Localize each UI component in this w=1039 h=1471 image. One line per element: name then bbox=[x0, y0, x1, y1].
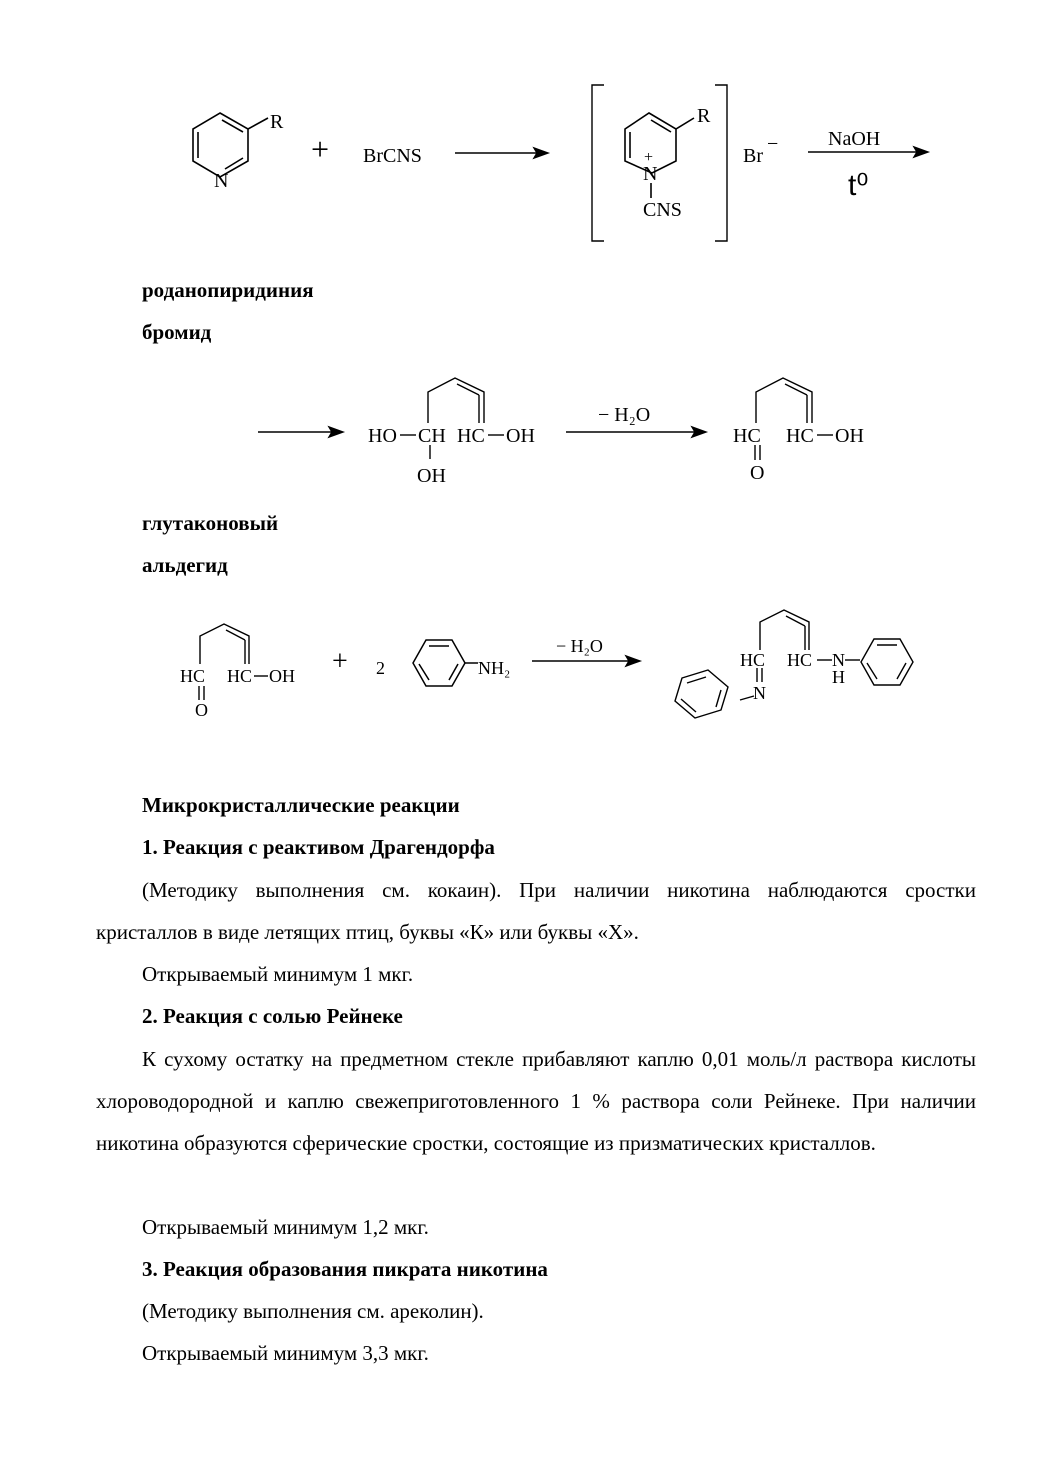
cation-charge: + bbox=[644, 149, 654, 166]
reaction-1-paragraph: (Методику выполнения см. кокаин). При наличии никотина наблюдаются сростки кристаллов в виде летящих птиц, буквы «К» или буквы «Х». bbox=[96, 878, 976, 944]
reaction-1-title: 1. Реакция с реактивом Драгендорфа bbox=[142, 835, 495, 859]
carbon-chain bbox=[199, 624, 249, 700]
aldehyde-oh: OH bbox=[269, 666, 295, 686]
cation-substituent-r: R bbox=[697, 105, 711, 127]
reaction-3-title: 3. Реакция образования пикрата никотина bbox=[142, 1257, 548, 1281]
plus-sign: + bbox=[332, 646, 348, 677]
reaction-arrow bbox=[566, 427, 706, 437]
product-n-amine: N bbox=[832, 650, 845, 670]
carbon-chain bbox=[755, 378, 812, 460]
reaction-3-paragraph: (Методику выполнения см. ареколин). bbox=[142, 1299, 484, 1323]
compound-label-2-line-2: альдегид bbox=[142, 553, 228, 577]
left-hc: HC bbox=[457, 425, 485, 447]
aniline-nh2: NH₂ bbox=[478, 658, 511, 678]
left-ho: HO bbox=[368, 425, 397, 447]
right-hc-1: HC bbox=[733, 425, 761, 447]
reaction-3-minimum: Открываемый минимум 3,3 мкг. bbox=[142, 1341, 429, 1365]
ring-nitrogen: N bbox=[214, 170, 229, 192]
compound-label-1-line-2: бромид bbox=[142, 320, 212, 344]
aldehyde-hc-2: HC bbox=[227, 666, 253, 686]
reaction-arrow bbox=[532, 656, 640, 666]
plus-sign: + bbox=[311, 131, 330, 167]
section-title: Микрокристаллические реакции bbox=[142, 793, 460, 817]
product-n-imine: N bbox=[753, 683, 766, 703]
cation-nitrogen: N bbox=[643, 163, 658, 185]
aniline-coefficient: 2 bbox=[376, 658, 385, 678]
product-hc-2: HC bbox=[787, 650, 813, 670]
right-o: O bbox=[750, 462, 765, 484]
left-ch: CH bbox=[418, 425, 446, 447]
reaction-scheme-2 bbox=[0, 365, 1039, 495]
substituent-r: R bbox=[270, 111, 284, 133]
left-oh-below: OH bbox=[417, 465, 446, 487]
reagent-brcns: BrCNS bbox=[363, 145, 422, 167]
product-h: H bbox=[832, 667, 845, 687]
dehydration-label: − H₂O bbox=[598, 404, 651, 426]
aldehyde-hc-1: HC bbox=[180, 666, 206, 686]
condition-naoh: NaOH bbox=[828, 128, 881, 150]
pyridinium-ring bbox=[625, 113, 694, 198]
pyridine-ring bbox=[193, 113, 268, 177]
product-hc-1: HC bbox=[740, 650, 766, 670]
left-oh: OH bbox=[506, 425, 535, 447]
bracket-left bbox=[592, 85, 604, 241]
condition-temperature: t⁰ bbox=[848, 169, 869, 202]
reaction-arrow bbox=[455, 148, 548, 158]
anion-br: Br bbox=[743, 145, 763, 167]
right-oh: OH bbox=[835, 425, 864, 447]
right-hc-2: HC bbox=[786, 425, 814, 447]
reaction-2-minimum: Открываемый минимум 1,2 мкг. bbox=[142, 1215, 429, 1239]
reaction-arrow bbox=[258, 427, 343, 437]
reaction-2-paragraph: К сухому остатку на предметном стекле прибавляют каплю 0,01 моль/л раствора кислоты хлороводородной и каплю свежеприготовленного 1 % раствора соли Рейнеке. При наличии никотина образуются сферические сростки, состоящие из призматических кристаллов. bbox=[96, 1047, 976, 1155]
reaction-1-minimum: Открываемый минимум 1 мкг. bbox=[142, 962, 414, 986]
bracket-right bbox=[715, 85, 727, 241]
cation-cns: CNS bbox=[643, 199, 682, 221]
reaction-2-title: 2. Реакция с солью Рейнеке bbox=[142, 1004, 403, 1028]
dehydration-label: − H₂O bbox=[556, 636, 603, 656]
aniline-ring bbox=[413, 640, 478, 686]
compound-label-1-line-1: роданопиридиния bbox=[142, 278, 314, 302]
reaction-scheme-1 bbox=[0, 70, 1039, 255]
aldehyde-o: O bbox=[195, 700, 208, 720]
compound-label-2-line-1: глутаконовый bbox=[142, 511, 279, 535]
reaction-scheme-3 bbox=[0, 600, 1039, 730]
anion-charge: − bbox=[767, 133, 779, 155]
